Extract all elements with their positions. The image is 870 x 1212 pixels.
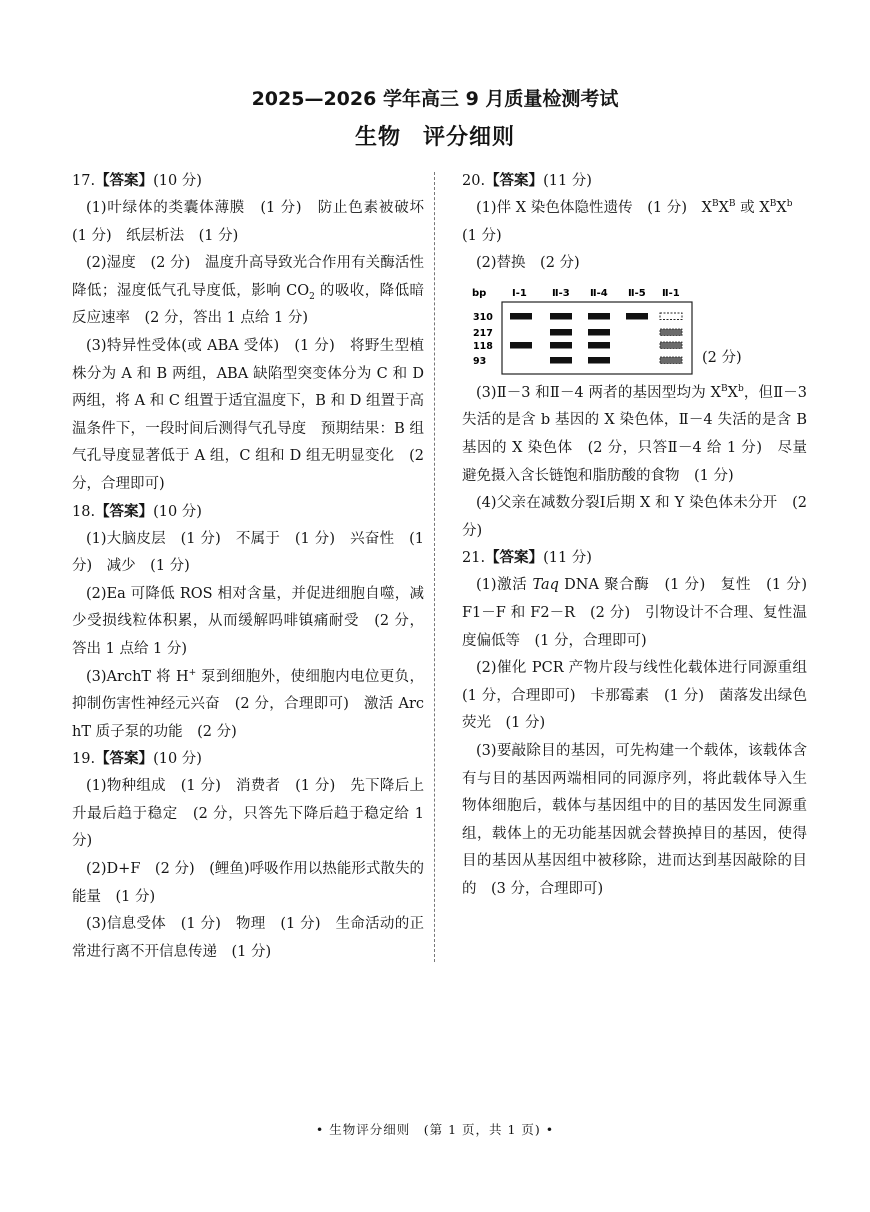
- q18-part3-text-end: 泵到细胞外，使细胞内电位更负，抑制伤害性神经元兴奋 (2 分，合理即可) 激活 ArchT 质子泵的功能 (2 分): [72, 668, 425, 740]
- question-score: (11 分): [543, 550, 592, 567]
- gel-band: [660, 329, 682, 336]
- question-17: [72, 168, 439, 499]
- question-number: 17.: [72, 173, 96, 189]
- gel-lane-label: Ⅰ-1: [512, 287, 527, 299]
- chromosome-x: X: [718, 200, 729, 216]
- question-score: (10 分): [153, 503, 202, 520]
- question-number: 18.: [72, 503, 96, 520]
- q20-part1-text: (1)伴 X 染色体隐性遗传 (1 分) X: [476, 200, 712, 216]
- gel-lane-label: Ⅱ-5: [628, 287, 646, 299]
- q20-part3: [462, 380, 807, 490]
- gel-band: [550, 329, 572, 336]
- gel-size-label: 310: [473, 311, 493, 323]
- allele-superscript: b: [786, 199, 793, 210]
- gel-unit-label: bp: [472, 287, 487, 299]
- q19-part2: (2)D+F (2 分) (鲤鱼)呼吸作用以热能形式散失的能量 (1 分): [72, 861, 424, 905]
- allele-superscript: B: [728, 199, 736, 210]
- question-number: 19.: [72, 751, 96, 768]
- q20-part3-text-end: ，但Ⅱ－3 失活的是含 b 基因的 X 染色体，Ⅱ－4 失活的是含 B 基因的 X 染色体 (2 分，只答Ⅱ－4 给 1 分) 尽量避免摄入含长链饱和脂肪酸的食物 (1 分): [462, 384, 807, 484]
- gel-band: [588, 329, 610, 336]
- q17-part2: [72, 250, 424, 333]
- gel-band: [588, 313, 610, 320]
- q17-part2-text: (2)湿度 (2 分) 温度升高导致光合作用有关酶活性降低；湿度低气孔导度低，影响 CO: [72, 255, 424, 299]
- gel-band: [660, 357, 682, 364]
- question-number: 20.: [462, 173, 486, 189]
- q20-part3-text: (3)Ⅱ－3 和Ⅱ－4 两者的基因型均为 X: [476, 384, 721, 401]
- q17-part1: (1)叶绿体的类囊体薄膜 (1 分) 防止色素被破坏 (1 分) 纸层析法 (1 分): [72, 200, 439, 244]
- question-21-header: [462, 545, 807, 572]
- subtitle-label: 评分细则: [423, 125, 516, 150]
- question-21: [462, 545, 822, 903]
- question-17-header: [72, 168, 424, 195]
- question-score: (11 分): [543, 173, 592, 189]
- question-19: [72, 746, 424, 966]
- q21-part3: (3)要敲除目的基因，可先构建一个载体，该载体含有与目的基因两端相同的同源序列，将此载体导入生物体细胞后，载体与基因组中的目的基因发生同源重组，载体上的无功能基因就会替换掉目的基因，使得目的基因从基因组中被移除，进而达到基因敲除的目的 (3 分，合理即可): [462, 742, 807, 897]
- column-divider: [434, 172, 435, 962]
- allele-superscript: B: [711, 199, 719, 210]
- chromosome-x: X: [776, 200, 787, 216]
- q17-part3: (3)特异性受体(或 ABA 受体) (1 分) 将野生型植株分为 A 和 B 两组，ABA 缺陷型突变体分为 C 和 D 两组，将 A 和 C 组置于适宜温度下，B 和 D 组置于高温条件下，一段时间后测得气孔导度 预期结果：B 组气孔导度显著低于 A 组，C 组和 D 组无明显变化 (2 分，合理即可): [72, 337, 424, 492]
- gel-bands: [510, 313, 682, 364]
- q21-part1-text-end: DNA 聚合酶 (1 分) 复性 (1 分) F1－F 和 F2－R (2 分) 引物设计不合理、复性温度偏低等 (1 分，合理即可): [462, 577, 822, 649]
- answer-label: 【答案】: [485, 550, 544, 567]
- question-number: 21.: [462, 550, 486, 567]
- answer-label: 【答案】: [95, 503, 154, 520]
- page-title: 2025—2026 学年高三 9 月质量检测考试: [251, 88, 619, 110]
- q20-part2: (2)替换 (2 分): [476, 255, 580, 272]
- q19-part1: (1)物种组成 (1 分) 消费者 (1 分) 先下降后上升最后趋于稳定 (2 分，只答先下降后趋于稳定给 1 分): [72, 778, 424, 850]
- page-footer: • 生物评分细则 (第 1 页，共 1 页) •: [315, 1122, 555, 1137]
- gel-band: [550, 357, 572, 364]
- q21-part2: (2)催化 PCR 产物片段与线性化载体进行同源重组 (1 分，合理即可) 卡那霉素 (1 分) 菌落发出绿色荧光 (1 分): [462, 660, 822, 732]
- answer-label: 【答案】: [95, 173, 154, 189]
- gel-lane-label: Ⅱ-4: [590, 287, 608, 299]
- gel-size-label: 118: [473, 340, 493, 352]
- q21-part1: [462, 572, 822, 655]
- gel-band: [660, 342, 682, 349]
- allele-superscript: B: [769, 199, 777, 210]
- gel-lane-label: Ⅱ-3: [552, 287, 570, 299]
- q19-part3: (3)信息受体 (1 分) 物理 (1 分) 生命活动的正常进行离不开信息传递 (1 分): [72, 916, 424, 960]
- q18-part3: [72, 664, 424, 747]
- q20-part1-score: (1 分): [462, 200, 808, 244]
- question-20-header: [462, 168, 807, 195]
- q18-part1: (1)大脑皮层 (1 分) 不属于 (1 分) 兴奋性 (1 分) 减少 (1 分): [72, 530, 424, 575]
- gel-diagram: [470, 280, 695, 376]
- gel-band: [588, 342, 610, 349]
- question-18: [72, 499, 424, 747]
- question-19-header: [72, 746, 424, 773]
- question-20: [462, 168, 807, 545]
- gel-band: [510, 342, 532, 349]
- left-column: [72, 168, 439, 966]
- allele-superscript: B: [720, 383, 728, 394]
- q21-part1-text: (1)激活: [476, 577, 533, 594]
- q20-part1-or: 或 X: [735, 200, 770, 216]
- gel-band: [550, 313, 572, 320]
- gel-size-label: 217: [473, 327, 493, 339]
- gel-size-label: 93: [473, 355, 487, 367]
- q18-part2: (2)Ea 可降低 ROS 相对含量，并促进细胞自噬，减少受损线粒体积累，从而缓解吗啡镇痛耐受 (2 分，答出 1 点给 1 分): [72, 585, 424, 657]
- q20-part4: (4)父亲在减数分裂Ⅰ后期 X 和 Y 染色体未分开 (2 分): [462, 495, 807, 539]
- proton-superscript: +: [188, 667, 197, 678]
- q17-part2-text-end: 的吸收，降低暗反应速率 (2 分，答出 1 点给 1 分): [72, 282, 425, 327]
- question-score: (10 分): [153, 751, 202, 768]
- taq-italic: Taq: [532, 577, 559, 594]
- gel-band: [550, 342, 572, 349]
- gel-band: [510, 313, 532, 320]
- gel-lane-label: Ⅱ-1: [662, 287, 680, 299]
- answer-label: 【答案】: [485, 173, 544, 189]
- question-score: (10 分): [153, 173, 202, 189]
- gel-score: (2 分): [702, 349, 742, 366]
- gel-electrophoresis-figure: [462, 280, 807, 378]
- gel-band: [588, 357, 610, 364]
- gel-size-labels: [473, 312, 493, 367]
- question-18-header: [72, 499, 424, 526]
- allele-superscript: b: [737, 383, 744, 394]
- gel-band: [626, 313, 648, 320]
- q20-part1: [462, 195, 807, 250]
- q18-part3-text: (3)ArchT 将 H: [86, 668, 189, 685]
- right-column: [462, 168, 822, 903]
- co2-subscript: 2: [309, 291, 315, 302]
- gel-band: [660, 313, 682, 320]
- subject-label: 生物: [354, 125, 401, 150]
- chromosome-x: X: [727, 384, 738, 401]
- answer-label: 【答案】: [95, 751, 154, 768]
- page-subtitle: [0, 120, 870, 151]
- gel-lane-labels: [512, 288, 680, 299]
